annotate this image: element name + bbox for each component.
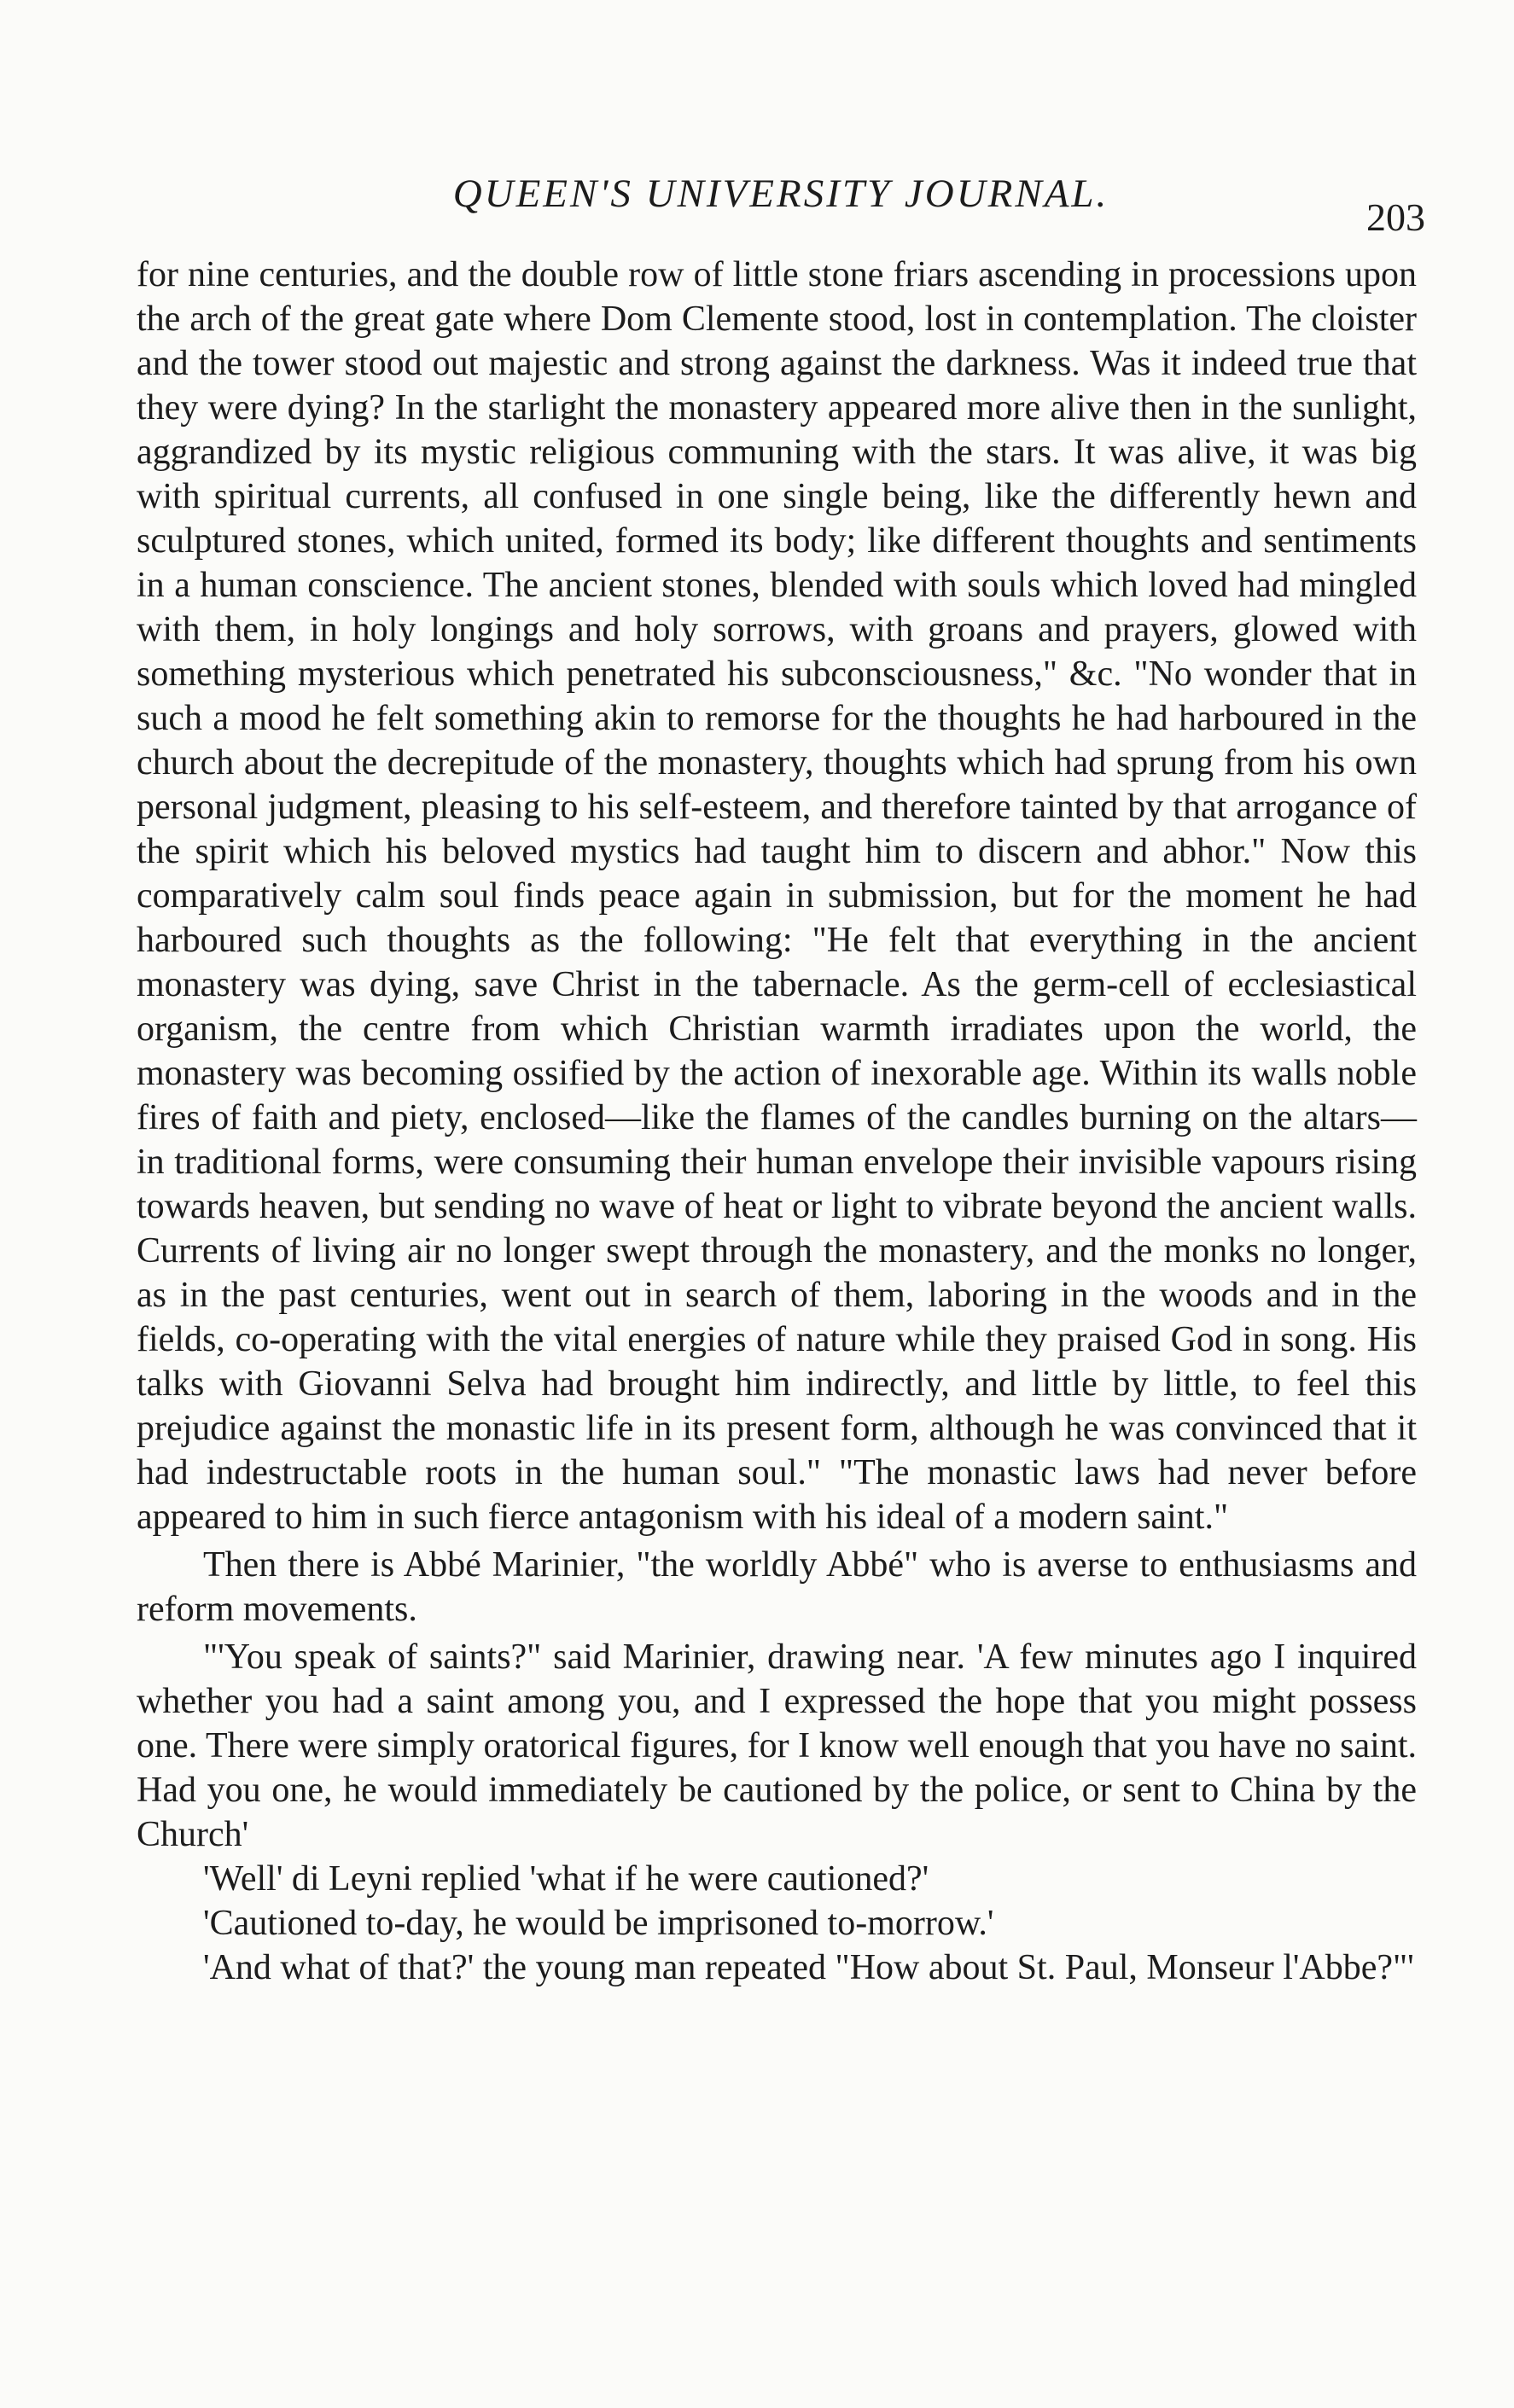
body-text	[137, 253, 1417, 1990]
paragraph-st-paul: 'And what of that?' the young man repeated "How about St. Paul, Monseur l'Abbe?"'	[203, 1948, 1414, 1987]
paragraph-cautioned: 'Cautioned to-day, he would be imprisoned to-morrow.'	[203, 1904, 994, 1943]
paragraph-abbe-marinier: Then there is Abbé Marinier, "the worldly Abbé" who is averse to enthusiasms and reform movements.	[137, 1545, 1417, 1629]
paragraph-continuation: for nine centuries, and the double row of little stone friars ascending in processions upon the arch of the great gate where Dom Clemente stood, lost in contemplation. The cloister and the tower stood out majestic and strong against the darkness. Was it indeed true that they were dying? In the starlight the monastery appeared more alive then in the sunlight, aggrandized by its mystic religious communing with the stars. It was alive, it was big with spiritual currents, all confused in one single being, like the differently hewn and sculptured stones, which united, formed its body; like different thoughts and sentiments in a human conscience. The ancient stones, blended with souls which loved had mingled with them, in holy longings and holy sorrows, with groans and prayers, glowed with something mysterious which penetrated his subconsciousness," &c. "No wonder that in such a mood he felt something akin to remorse for the thoughts he had harboured in the church about the decrepitude of the monastery, thoughts which had sprung from his own personal judgment, pleasing to his self-esteem, and therefore tainted by that arrogance of the spirit which his beloved mystics had taught him to discern and abhor." Now this comparatively calm soul finds peace again in submission, but for the moment he had harboured such thoughts as the following: "He felt that everything in the ancient monastery was dying, save Christ in the tabernacle. As the germ-cell of ecclesiastical organism, the centre from which Christian warmth irradiates upon the world, the monastery was becoming ossified by the action of inexorable age. Within its walls noble fires of faith and piety, enclosed—like the flames of the candles burning on the altars—in traditional forms, were consuming their human envelope their invisible vapours rising towards heaven, but sending no wave of heat or light to vibrate beyond the ancient walls. Currents of living air no longer swept through the monastery, and the monks no longer, as in the past centuries, went out in search of them, laboring in the woods and in the fields, co-operating with the vital energies of nature while they praised God in song. His talks with Giovanni Selva had brought him indirectly, and little by little, to feel this prejudice against the monastic life in its present form, although he was convinced that it had indestructable roots in the human soul." "The monastic laws had never before appeared to him in such fierce antagonism with his ideal of a modern saint."	[137, 255, 1417, 1537]
paragraph-di-leyni-reply: 'Well' di Leyni replied 'what if he were cautioned?'	[203, 1859, 929, 1899]
page-number: 203	[1366, 195, 1425, 239]
running-head: QUEEN'S UNIVERSITY JOURNAL.	[452, 172, 1109, 216]
page-header	[137, 171, 1425, 239]
paragraph-saints-quote: "'You speak of saints?" said Marinier, drawing near. 'A few minutes ago I inquired whether you had a saint among you, and I expressed the hope that you might possess one. There were simply oratorical figures, for I know well enough that you have no saint. Had you one, he would immediately be cautioned by the police, or sent to China by the Church'	[137, 1637, 1417, 1854]
